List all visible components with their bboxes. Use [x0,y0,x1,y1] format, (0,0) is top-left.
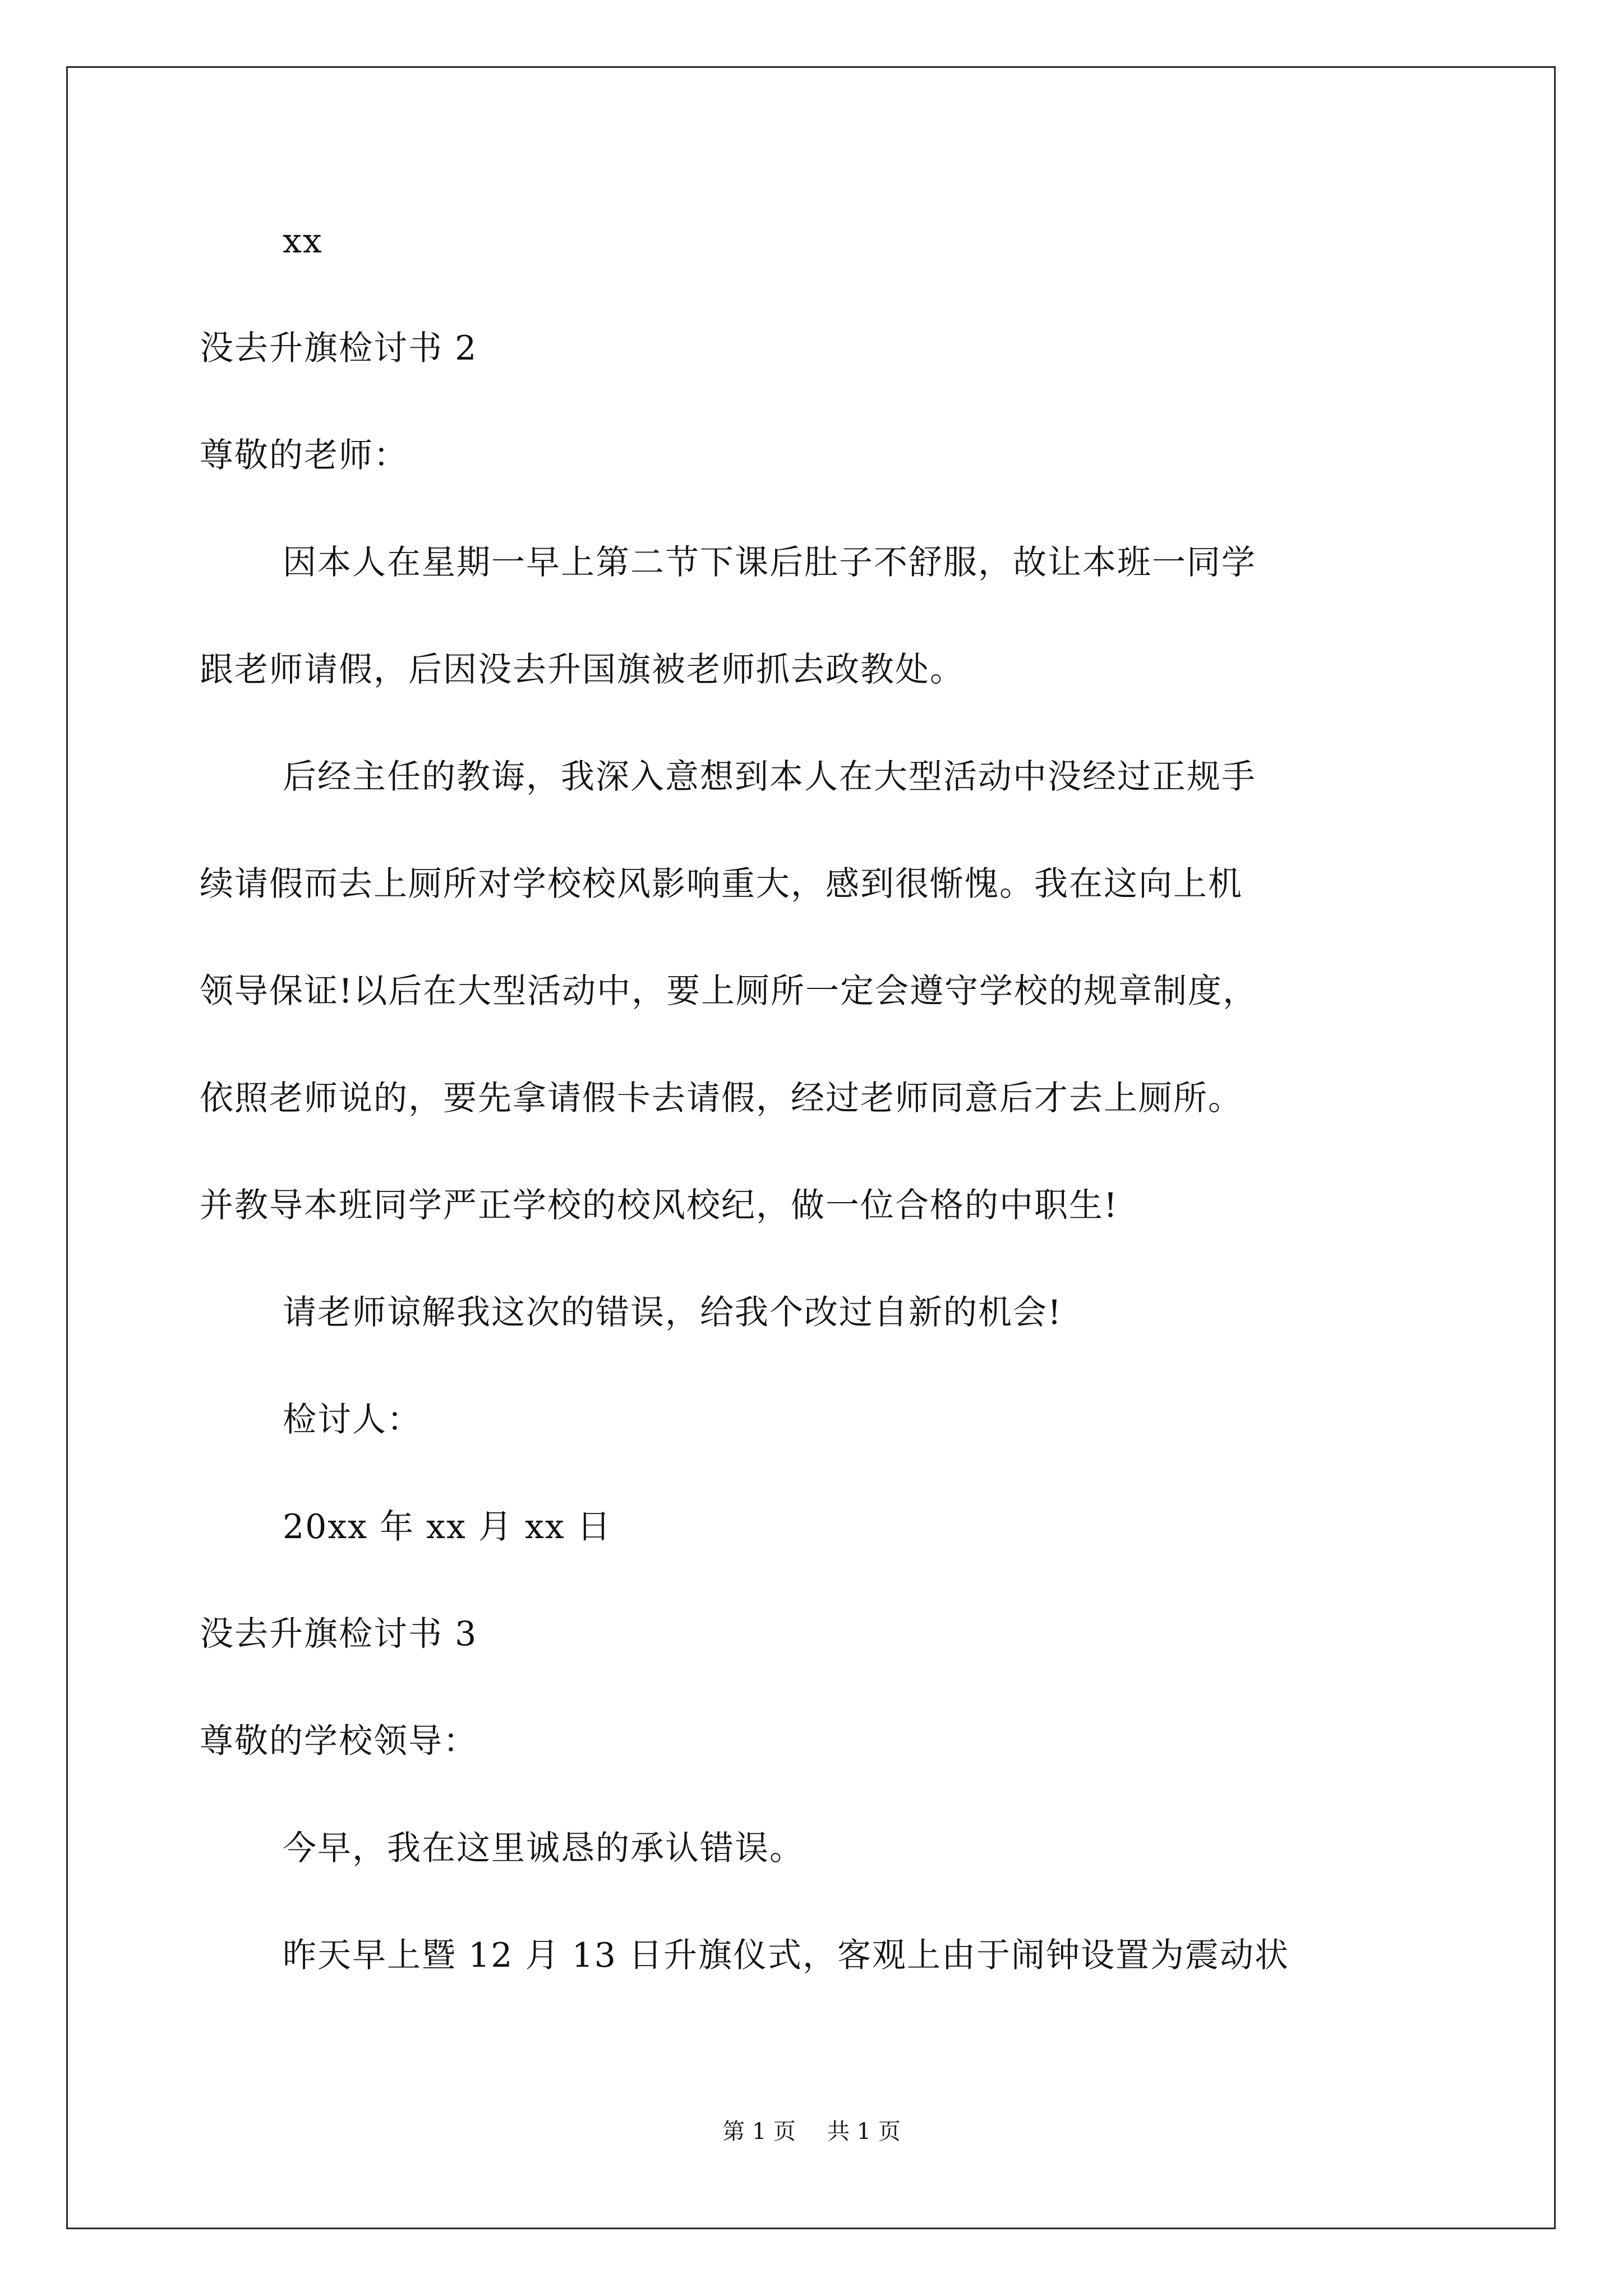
paragraph-line: 因本人在星期一早上第二节下课后肚子不舒服，故让本班一同学 [283,543,1256,582]
date-line: 20xx 年 xx 月 xx 日 [283,1507,612,1547]
document-body [200,224,1490,2046]
paragraph-line: 昨天早上暨 12 月 13 日升旗仪式，客观上由于闹钟设置为震动状 [283,1936,1289,1975]
section-title-2: 没去升旗检讨书 2 [200,329,478,368]
salutation-teacher: 尊敬的老师： [200,436,408,475]
page-footer [0,2120,1623,2143]
paragraph-line: 领导保证!以后在大型活动中，要上厕所一定会遵守学校的规章制度， [200,972,1258,1011]
paragraph-line: 并教导本班同学严正学校的校风校纪，做一位合格的中职生! [200,1186,1119,1225]
paragraph-line: 请老师谅解我这次的错误，给我个改过自新的机会! [283,1293,1063,1332]
paragraph-line: 今早，我在这里诚恳的承认错误。 [283,1829,804,1868]
paragraph-line: 依照老师说的，要先拿请假卡去请假，经过老师同意后才去上厕所。 [200,1079,1243,1118]
page-number: 第 1 页 [722,2119,796,2145]
paragraph-line: 续请假而去上厕所对学校校风影响重大，感到很惭愧。我在这向上机 [200,864,1243,904]
salutation-leaders: 尊敬的学校领导： [200,1722,478,1761]
signer-label: 检讨人： [283,1400,422,1439]
paragraph-line: 跟老师请假，后因没去升国旗被老师抓去政教处。 [200,650,965,689]
page-total: 共 1 页 [827,2119,901,2145]
paragraph-line: 后经主任的教诲，我深入意想到本人在大型活动中没经过正规手 [283,757,1256,797]
section-title-3: 没去升旗检讨书 3 [200,1614,478,1654]
signature-name: xx [283,222,323,261]
